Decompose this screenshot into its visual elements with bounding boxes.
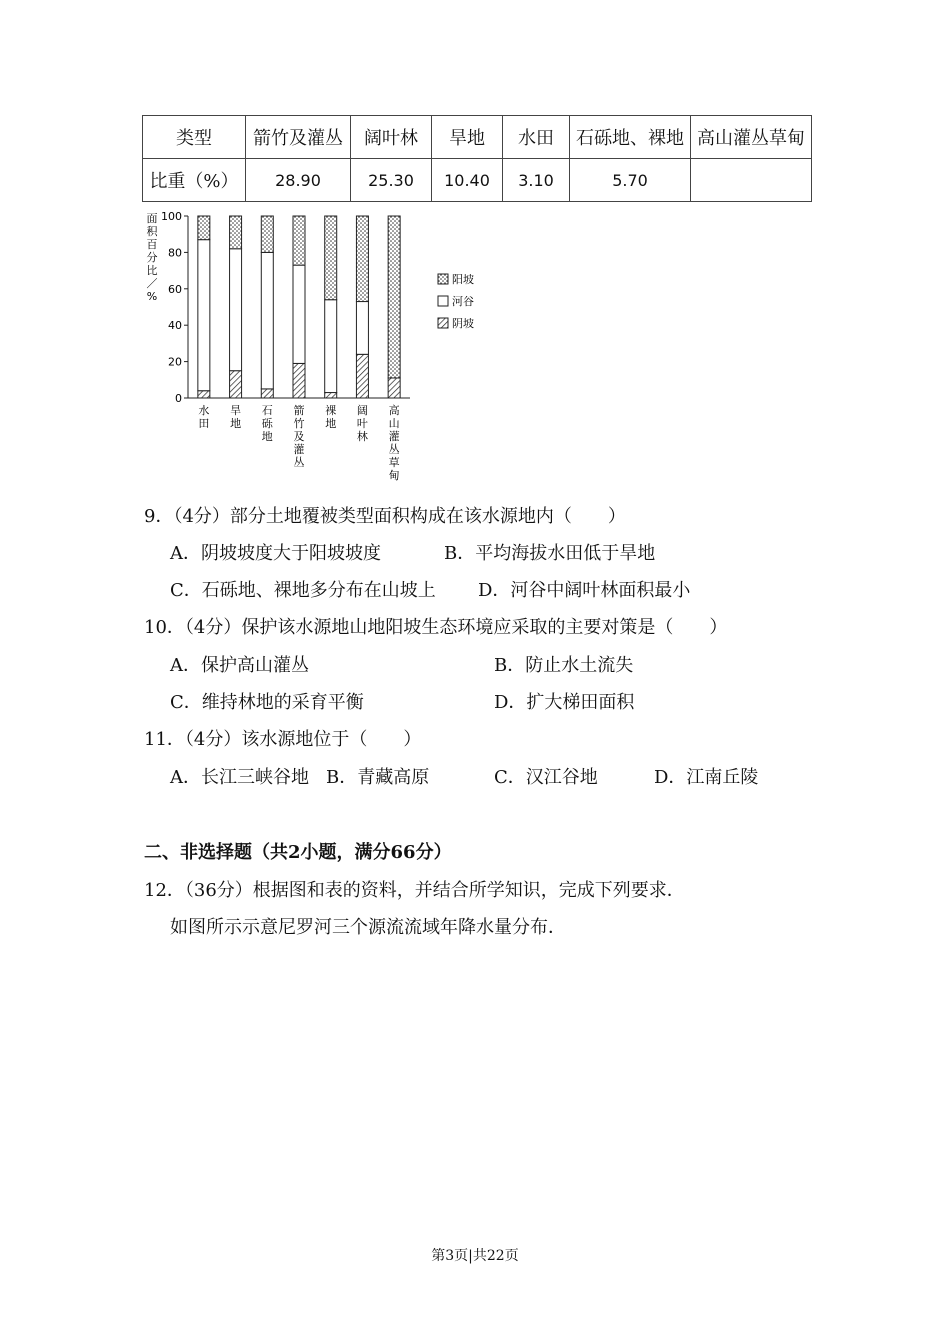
y-axis-label-char: % xyxy=(146,290,158,303)
bar-segment xyxy=(230,371,242,398)
question-10-option-a[interactable]: A．保护高山灌丛 xyxy=(170,655,309,676)
bar-segment xyxy=(261,389,273,398)
bar-segment xyxy=(198,391,210,398)
question-9-stem: 9．（4分）部分土地覆被类型面积构成在该水源地内（ ） xyxy=(144,506,626,527)
table-cell xyxy=(691,159,812,202)
x-tick-label: 砾 xyxy=(261,417,273,430)
x-tick-label: 甸 xyxy=(388,469,400,482)
x-tick-label: 及 xyxy=(293,430,305,443)
bar-segment xyxy=(325,300,337,393)
legend-swatch xyxy=(438,274,448,284)
table-header-cell: 阔叶林 xyxy=(351,116,432,159)
legend-swatch xyxy=(438,296,448,306)
question-12-stem: 12．（36分）根据图和表的资料，并结合所学知识，完成下列要求． xyxy=(144,880,685,901)
section-heading: 二、非选择题（共2小题，满分66分） xyxy=(144,842,452,863)
y-tick-label: 20 xyxy=(168,355,182,369)
bar-segment xyxy=(356,216,368,302)
bar-segment xyxy=(325,216,337,300)
question-9-option-b[interactable]: B．平均海拔水田低于旱地 xyxy=(444,543,656,564)
y-axis-label xyxy=(147,212,159,303)
x-tick-label: 灌 xyxy=(388,430,400,443)
y-tick-label: 60 xyxy=(168,282,182,296)
question-10-option-d[interactable]: D．扩大梯田面积 xyxy=(494,692,635,713)
question-9-option-c[interactable]: C．石砾地、裸地多分布在山坡上 xyxy=(170,580,436,601)
table-header-cell: 水田 xyxy=(503,116,570,159)
table-row xyxy=(143,159,812,202)
y-tick-label: 100 xyxy=(161,210,182,223)
question-11-option-b[interactable]: B．青藏高原 xyxy=(326,767,430,788)
x-tick-label: 高 xyxy=(388,404,400,417)
table-row-label: 比重（%） xyxy=(143,159,246,202)
x-tick-label: 草 xyxy=(388,456,400,469)
land-cover-table xyxy=(142,115,812,202)
question-9-option-d[interactable]: D．河谷中阔叶林面积最小 xyxy=(478,580,691,601)
question-11-stem: 11．（4分）该水源地位于（ ） xyxy=(144,729,422,750)
y-tick-label: 80 xyxy=(168,246,182,260)
bar-segment xyxy=(230,216,242,249)
table-header-cell: 高山灌丛草甸 xyxy=(691,116,812,159)
y-tick-label: 40 xyxy=(168,319,182,333)
bar-segment xyxy=(198,240,210,391)
stacked-bar-chart xyxy=(142,208,502,493)
legend-swatch xyxy=(438,318,448,328)
bar-segment xyxy=(198,216,210,240)
x-tick-label: 丛 xyxy=(388,443,400,456)
y-axis-label-char: 分 xyxy=(146,251,158,264)
question-11-option-a[interactable]: A．长江三峡谷地 xyxy=(170,767,309,788)
table-header-cell: 旱地 xyxy=(432,116,503,159)
bar-segment xyxy=(230,249,242,371)
x-tick-label: 叶 xyxy=(356,417,368,430)
x-tick-label: 箭 xyxy=(293,404,305,417)
bar-segment xyxy=(293,216,305,265)
y-axis-label-char: ／ xyxy=(146,277,158,290)
table-header-cell: 石砾地、裸地 xyxy=(570,116,691,159)
page-footer: 第3页|共22页 xyxy=(431,1248,519,1264)
y-axis-label-char: 百 xyxy=(146,238,158,251)
legend-label: 河谷 xyxy=(452,295,474,308)
question-10-option-b[interactable]: B．防止水土流失 xyxy=(494,655,634,676)
bar-segment xyxy=(293,265,305,363)
bar-segment xyxy=(261,252,273,389)
y-axis-label-char: 面 xyxy=(146,212,158,225)
legend-label: 阴坡 xyxy=(452,317,474,330)
table-cell: 10.40 xyxy=(432,159,503,202)
bar-segment xyxy=(261,216,273,252)
x-tick-label: 地 xyxy=(230,417,242,430)
table-cell: 5.70 xyxy=(570,159,691,202)
bar-segment xyxy=(293,363,305,398)
question-10-stem: 10．（4分）保护该水源地山地阳坡生态环境应采取的主要对策是（ ） xyxy=(144,617,728,638)
x-tick-label: 水 xyxy=(198,404,210,417)
bar-segment xyxy=(356,354,368,398)
y-axis-label-char: 比 xyxy=(146,264,158,277)
question-9-option-a[interactable]: A．阴坡坡度大于阳坡坡度 xyxy=(170,543,381,564)
x-tick-label: 山 xyxy=(388,417,400,430)
table-cell: 3.10 xyxy=(503,159,570,202)
bar-segment xyxy=(356,302,368,355)
x-tick-label: 竹 xyxy=(293,417,305,430)
question-11-option-d[interactable]: D．江南丘陵 xyxy=(654,767,759,788)
question-11-option-c[interactable]: C．汉江谷地 xyxy=(494,767,598,788)
x-tick-label: 丛 xyxy=(293,456,305,469)
table-cell: 25.30 xyxy=(351,159,432,202)
legend-label: 阳坡 xyxy=(452,273,474,286)
y-tick-label: 0 xyxy=(175,392,182,405)
x-tick-label: 地 xyxy=(325,417,337,430)
x-tick-label: 石 xyxy=(261,404,273,417)
table-header-cell: 类型 xyxy=(143,116,246,159)
table-header-cell: 箭竹及灌丛 xyxy=(246,116,351,159)
x-tick-label: 地 xyxy=(261,430,273,443)
x-tick-label: 阔 xyxy=(356,404,368,417)
x-tick-label: 裸 xyxy=(325,404,337,417)
question-12-subtext: 如图所示示意尼罗河三个源流流域年降水量分布． xyxy=(170,917,566,938)
x-tick-label: 田 xyxy=(198,417,210,430)
table-cell: 28.90 xyxy=(246,159,351,202)
bar-segment xyxy=(325,393,337,398)
x-tick-label: 旱 xyxy=(230,404,242,417)
bar-segment xyxy=(388,378,400,398)
table-header-row xyxy=(143,116,812,159)
bar-segment xyxy=(388,216,400,378)
x-tick-label: 灌 xyxy=(293,443,305,456)
y-axis-label-char: 积 xyxy=(146,225,158,238)
x-tick-label: 林 xyxy=(356,430,368,443)
question-10-option-c[interactable]: C．维持林地的采育平衡 xyxy=(170,692,364,713)
